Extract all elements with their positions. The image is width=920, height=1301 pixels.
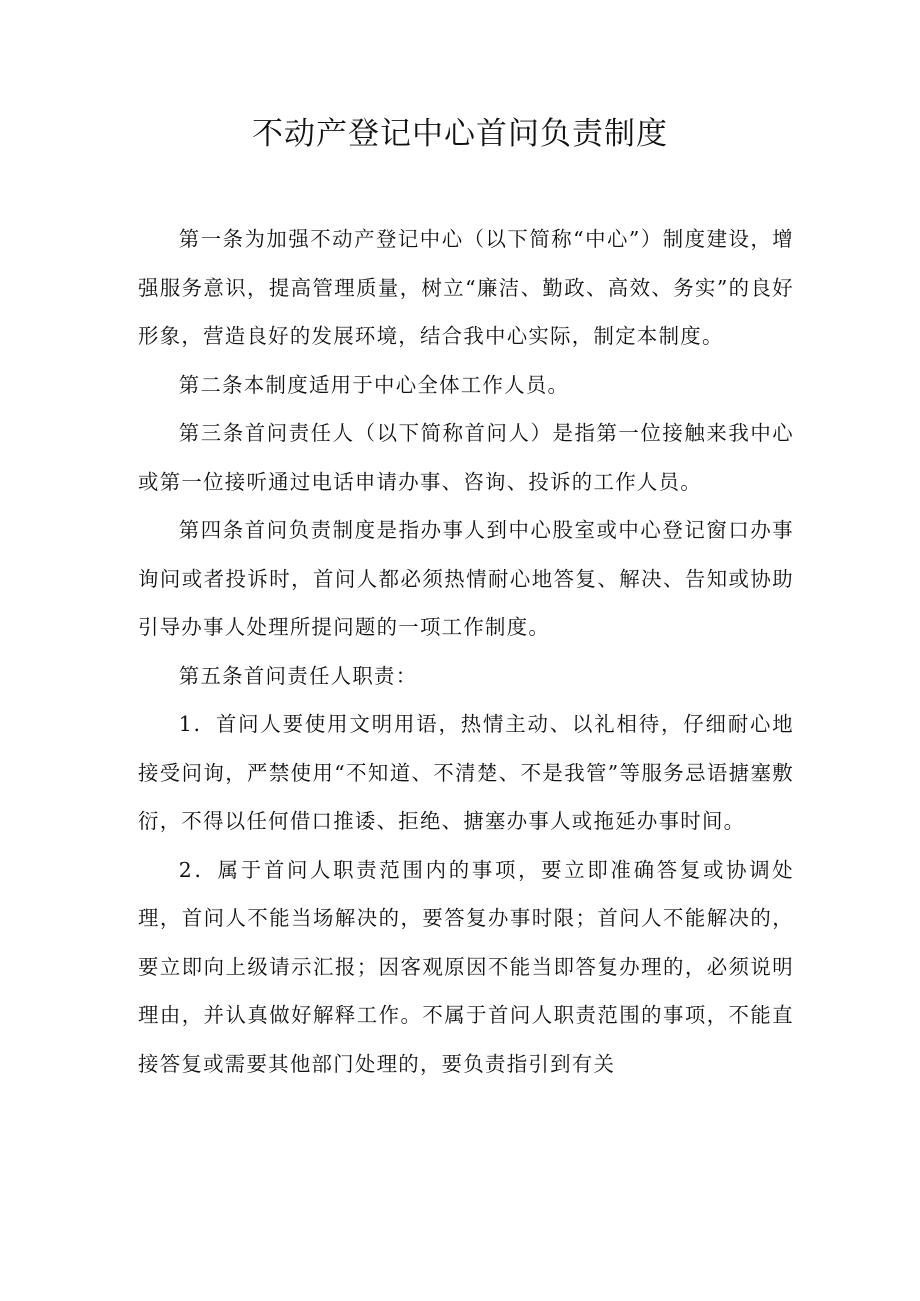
article-2-paragraph: 第二条本制度适用于中心全体工作人员。 — [178, 372, 570, 397]
article-3-paragraph: 第三条首问责任人（以下简称首问人）是指第一位接触来我中心或第一位接听通过电话申请办事、咨询、投诉的工作人员。 — [138, 421, 794, 494]
document-body — [138, 215, 794, 1088]
article-5-paragraph: 第五条首问责任人职责： — [178, 663, 418, 688]
duty-item-1-paragraph: 1．首问人要使用文明用语，热情主动、以礼相待，仔细耐心地接受问询，严禁使用“不知道、不清楚、不是我管”等服务忌语搪塞敷衍，不得以任何借口推诿、拒绝、搪塞办事人或拖延办事时间。 — [138, 712, 794, 833]
document-title: 不动产登记中心首问负责制度 — [252, 116, 668, 152]
article-1-paragraph: 第一条为加强不动产登记中心（以下简称“中心”）制度建设，增强服务意识，提高管理质量，树立“廉洁、勤政、高效、务实”的良好形象，营造良好的发展环境，结合我中心实际，制定本制度。 — [138, 227, 794, 348]
duty-item-2-paragraph: 2．属于首问人职责范围内的事项，要立即准确答复或协调处理，首问人不能当场解决的，要答复办事时限；首问人不能解决的，要立即向上级请示汇报；因客观原因不能当即答复办理的，必须说明理由，并认真做好解释工作。不属于首问人职责范围的事项，不能直接答复或需要其他部门处理的，要负责指引到有关 — [138, 857, 794, 1076]
article-4-paragraph: 第四条首问负责制度是指办事人到中心股室或中心登记窗口办事询问或者投诉时，首问人都必须热情耐心地答复、解决、告知或协助引导办事人处理所提问题的一项工作制度。 — [138, 518, 794, 639]
